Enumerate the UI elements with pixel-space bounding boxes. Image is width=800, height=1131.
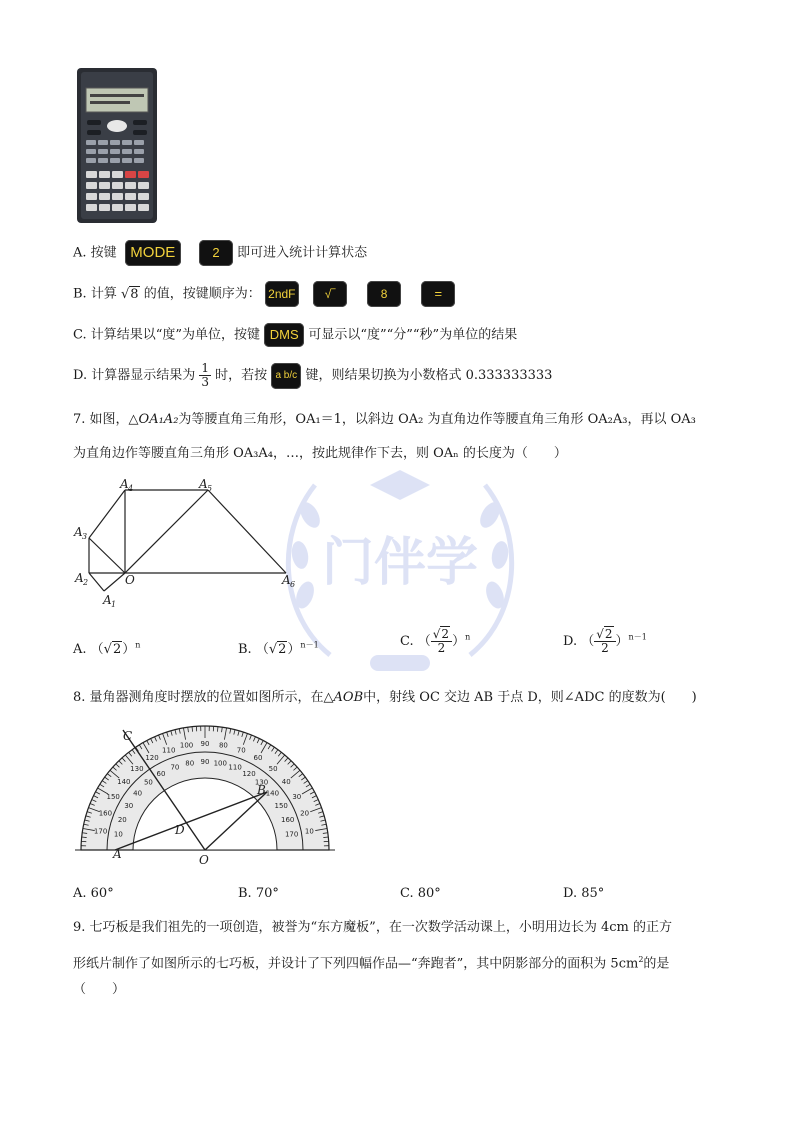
q6-d-mid: 时，若按 — [215, 368, 268, 383]
protractor-scale-label-inner: 170 — [284, 830, 299, 839]
protractor-scale-label: 160 — [98, 809, 113, 818]
q7-stem-line1: 7. 如图，△OA₁A₂为等腰直角三角形，OA₁＝1，以斜边 OA₂ 为直角边作等腰直角三角形 OA₂A₃，再以 OA₃ — [73, 412, 696, 427]
protractor-scale-label: 130 — [130, 764, 144, 773]
protractor-scale-label: 10 — [304, 827, 314, 836]
protractor-scale-label-inner: 60 — [156, 769, 166, 778]
protractor-scale-label: 80 — [218, 741, 228, 750]
q8-option-d[interactable]: D. 85° — [563, 886, 605, 901]
label-o: O — [125, 573, 135, 587]
protractor-scale-label-inner: 140 — [265, 789, 280, 798]
protractor-scale-label-inner: 150 — [274, 802, 288, 810]
svg-text:门伴学: 门伴学 — [321, 533, 479, 593]
protractor-scale-label: 20 — [300, 809, 310, 818]
calculator-image — [77, 68, 157, 223]
q9-stem-line1: 9. 七巧板是我们祖先的一项创造，被誉为“东方魔板”，在一次数学活动课上，小明用边长为 4cm 的正方 — [73, 920, 672, 935]
q9-stem-line2: 形纸片制作了如图所示的七巧板，并设计了下列四幅作品—“奔跑者”，其中阴影部分的面积为 $5cm^2$的是 — [73, 955, 670, 972]
q8-option-c[interactable]: C. 80° — [400, 886, 441, 901]
mode-key: MODE — [125, 240, 181, 266]
protractor-scale-label-inner: 110 — [228, 763, 242, 772]
protractor-scale-label: 50 — [268, 764, 278, 773]
fraction-one-third: $\frac{1}{3}$ — [201, 361, 210, 389]
protractor-scale-label-inner: 70 — [170, 763, 180, 772]
protractor-scale-label-inner: 80 — [185, 759, 195, 768]
protractor-scale-label: 90 — [200, 740, 210, 748]
label-a1: A — [103, 593, 112, 607]
svg-text:4: 4 — [128, 484, 134, 493]
protractor-scale-label-inner: 50 — [143, 778, 153, 787]
protractor-scale-label-inner: 90 — [200, 758, 210, 766]
q6-a-suffix: 即可进入统计计算状态 — [237, 245, 368, 261]
q7-option-a[interactable]: A. $(√2)^n$ — [73, 640, 141, 657]
protractor-tick — [323, 837, 328, 838]
protractor-scale-label-inner: 40 — [133, 789, 143, 798]
svg-text:3: 3 — [82, 532, 88, 541]
label-c: C — [123, 729, 133, 743]
q6-d-prefix: D. 计算器显示结果为 — [73, 368, 196, 383]
dms-key: DMS — [264, 323, 304, 347]
q7-option-d[interactable]: D. （ $\frac{√2}{2}$ ）$^{n-1}$ — [563, 627, 647, 655]
label-a: A — [113, 847, 122, 861]
protractor-scale-label-inner: 160 — [281, 815, 295, 824]
triangle-notation: △OA₁A₂ — [128, 412, 179, 427]
q8-stem: 8. 量角器测角度时摆放的位置如图所示，在△AOB中，射线 OC 交边 AB 于点 D，则∠ADC 的度数为( ) — [73, 690, 697, 705]
label-o-q8: O — [199, 853, 209, 867]
q6-d-suffix: 键，则结果切换为小数格式 0.333333333 — [305, 368, 553, 383]
q6-c-prefix: C. 计算结果以“度”为单位，按键 — [73, 327, 261, 343]
protractor-scale-label: 150 — [106, 793, 120, 801]
label-a3: A — [74, 525, 83, 539]
protractor-tick — [82, 837, 87, 838]
sqrt-key: √‾ — [313, 281, 347, 307]
two-key: 2 — [199, 240, 233, 266]
equals-key: = — [421, 281, 455, 307]
protractor-scale-label: 30 — [292, 793, 302, 801]
protractor-scale-label: 70 — [236, 746, 246, 755]
q8-protractor-figure — [75, 722, 335, 867]
label-d: D — [175, 823, 185, 837]
label-b: B — [257, 783, 266, 797]
q6-c-suffix: 可显示以“度”“分”“秒”为单位的结果 — [308, 327, 518, 343]
protractor-scale-label-inner: 100 — [213, 759, 227, 768]
protractor-scale-label: 60 — [253, 754, 263, 763]
q7-stem-line2: 为直角边作等腰直角三角形 OA₃A₄，…，按此规律作下去，则 OAₙ 的长度为（ ） — [73, 446, 567, 461]
triangle-aob: △AOB — [323, 690, 364, 705]
svg-text:6: 6 — [290, 580, 296, 589]
protractor-scale-label: 110 — [162, 746, 176, 755]
protractor-scale-label-inner: 120 — [242, 769, 256, 778]
q7-option-c[interactable]: C. （ $\frac{√2}{2}$ ）$^n$ — [400, 627, 471, 655]
protractor-scale-label-inner: 30 — [124, 802, 134, 810]
q6-option-c[interactable] — [73, 323, 517, 347]
protractor-scale-label: 100 — [179, 741, 194, 750]
fraction-key: a b/c — [271, 363, 301, 389]
q6-option-a[interactable] — [73, 240, 367, 266]
protractor-scale-label: 140 — [117, 777, 131, 786]
q8-option-b[interactable]: B. 70° — [238, 886, 279, 901]
q9-stem-line3: （ ） — [73, 982, 126, 997]
label-a6: A — [282, 573, 291, 587]
q6-option-b[interactable] — [73, 281, 455, 307]
q6-b-prefix: B. 计算 — [73, 286, 117, 302]
protractor-scale-label: 170 — [93, 827, 108, 836]
protractor-scale-label-inner: 10 — [113, 830, 123, 839]
protractor-scale-label-inner: 130 — [254, 778, 269, 787]
eight-key: 8 — [367, 281, 401, 307]
q6-a-prefix: A. 按键 — [73, 245, 117, 261]
label-a2: A — [75, 571, 84, 585]
sqrt-expression: √8 — [120, 286, 139, 302]
svg-text:5: 5 — [207, 484, 213, 493]
q8-option-a[interactable]: A. 60° — [73, 886, 114, 901]
second-function-key: 2ndF — [265, 281, 299, 307]
protractor-tick — [192, 727, 193, 732]
label-a5: A — [199, 477, 208, 491]
protractor-tick — [217, 727, 218, 732]
q7-option-b[interactable]: B. $(√2)^{n-1}$ — [238, 640, 319, 657]
protractor-scale-label: 40 — [281, 777, 291, 786]
svg-text:1: 1 — [111, 600, 117, 609]
q6-b-mid: 的值，按键顺序为： — [143, 286, 261, 302]
q7-figure — [68, 474, 308, 609]
protractor-scale-label-inner: 20 — [117, 815, 127, 824]
label-a4: A — [120, 477, 129, 491]
svg-text:2: 2 — [83, 578, 89, 587]
q6-option-d[interactable] — [73, 362, 552, 389]
protractor-scale-label: 120 — [145, 754, 159, 763]
